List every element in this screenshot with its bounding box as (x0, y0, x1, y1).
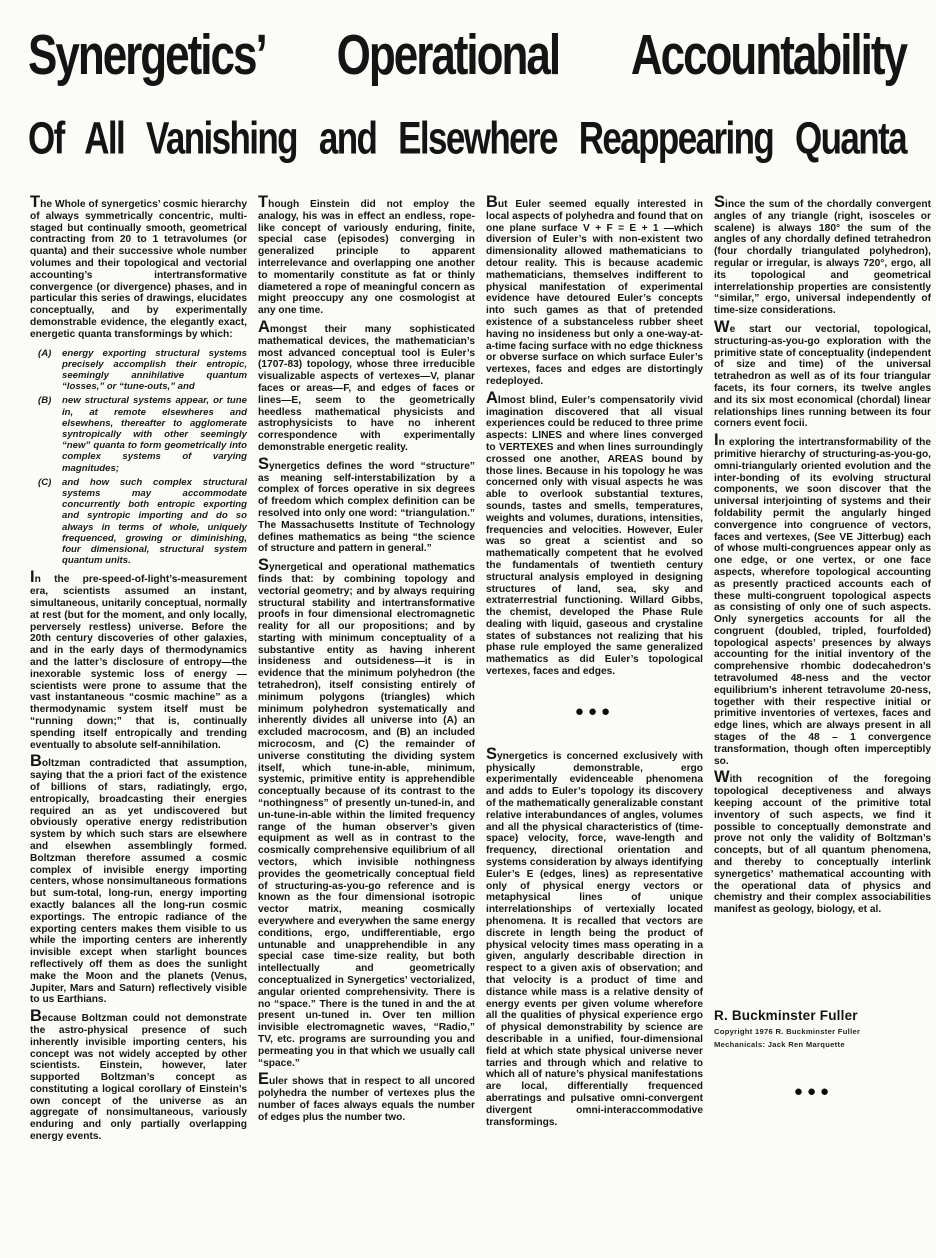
paragraph: Synergetical and operational mathematics finds that: by combining topology and vectorial geometry; and by always requiring structural stability and intertransformative proofs in four dimensional electromagnetic reality for all our propositions; and by starting with minimum conceptuality of a substantive entity as having inherent insideness and outsideness—it is in evidence that the minimum polyhedron (the tetrahedron), itself consisting entirely of minimum polygons (triangles) which minimum polyhedron systematically and inherently divides all universe into (A) an excluded macrocosm, and (B) an included microcosm, and (C) the remainder of universe constituting the dividing system itself, which tune-in-able, minimum, systemic, primitive entity is apprehendible conceptually because of its contrast to the “nothingness” of presently un-tuned-in, and un-tune-in-able within the limited frequency range of the human observer’s given equipment as well as in contrast to the cosmically comprehensive equilibrium of all vectors, which invisible nothingness provides the geometrically conceptual field of structuring-as-you-go reference and is known as the four dimensional isotropic vector matrix, meaning cosmically everywhere and everywhen the same energy conditions, ergo, undifferentiable, ergo untunable and unapprehendible in any special case time-size reality, but both intellectually and geometrically conceptualized in Synergetics’ vectorialized, angular oriented comprehensivity. There is no “space.” There is the tuned in and the at present un-tuned in. Over ten million invisible electromagnetic waves, “Radio,” TV, etc. programs are surrounding you and permeating you in that which we usually call “space.” (258, 556, 475, 1069)
initial-cap: S (714, 193, 726, 211)
initial-cap: A (486, 388, 498, 407)
paragraph: Amongst their many sophisticated mathematical devices, the mathematician’s most advanced conceptual tool is Euler’s (1707-83) topology, whose three irreducible visualizable aspects of vertexes—V, planar faces or areas—F, and edges of faces or lines—E, seem to the geometrically heedless mathematical physicists and astrophysicists to have no inherent correspondence with experimentally demonstrable energetic reality. (258, 317, 475, 453)
section-separator-dots: ●●● (793, 1083, 834, 1101)
page-subtitle: Of All Vanishing and Elsewhere Reappearing Quanta (28, 113, 906, 165)
list-item: (B) new structural systems appear, or tune in, at remote elsewheres and elsewhens, thereafter to agglomerate syntropically with other seemingly “new” quanta to form geometrically into complex systems of varying magnitudes; (38, 395, 247, 474)
paragraph: Because Boltzman could not demonstrate the astro-physical presence of such inherently invisible importing centers, his concept was not widely accepted by other scientists. Einstein, however, later supported Boltzman’s concept as constituting a logical corollary of Einstein’s own concept of the universe as an aggregate of nonsimultaneous, variously enduring and only partially overlapping energy events. (30, 1007, 247, 1143)
paragraph: But Euler seemed equally interested in local aspects of polyhedra and found that on one plane surface V + F = E + 1 —which diversion of Euler’s with non-existent two dimensionality allowed mathematicians to detour reality. This is because academic mathematicians, themselves indifferent to physical manifestation of experimental evidence have detoured Euler’s concepts into such games as that of pretended existence of a substanceless rubber sheet having no insideness but only a one-way-at-a-time facing surface with no edge thickness or obverse surface on which surface Euler’s vertexes, faces and edges are distortingly redeployed. (486, 193, 703, 387)
text-column-3 (486, 193, 703, 1150)
text-column-4 (714, 193, 931, 1150)
paragraph: In exploring the intertransformability of the primitive hierarchy of structuring-as-you-go, omni-triangularly oriented evolution and the inter-bonding of its evolving structural components, we soon discover that the universal interjointing of systems and their foldability permit the angularly hinged convergence into congruence of vectors, faces and vertexes, (See VE Jitterbug) each of whose multi-congruences appear only as one edge, or one vertex, or one face aspects, wherefore topological accounting as presently practiced accounts each of these multi-congruent topological aspects as consisting of only one of such aspects. Only synergetics accounts for all the congruent (doubled, tripled, fourfolded) topological aspects’ presences by always accounting for the initial inventory of the comprehensive rhombic dodecahedron’s tetravolumed 48-ness and the vector equilibrium’s inherent tetravolume 20-ness, together with their respective initial or primitive inventories of vertexes, faces and edge lines, which are always present in all stages of the 48 – 1 convergence transformation, though often imperceptibly so. (714, 431, 931, 767)
paragraph: In the pre-speed-of-light’s-measurement era, scientists assumed an instant, simultaneous, unitarily conceptual, normally at rest (but for the moment, and only locally, perversely restless) universe. Before the 20th century discoveries of other galaxies, and in the early days of thermodynamics and the latter’s disclosure of entropy—the inexorable systemic loss of energy — scientists were prone to assume that the vast instantaneous “cosmic machine” as a thermodynamic system itself must be “running down;” that is, continually spending itself entropically and trending eventually to absolute self-annihilation. (30, 568, 247, 751)
paragraph: Euler shows that in respect to all uncored polyhedra the number of vertexes plus the number of faces always equals the number of edges plus the number two. (258, 1070, 475, 1123)
paragraph: Synergetics is concerned exclusively with physically demonstrable, ergo experimentally evidenceable phenomena and adds to Euler’s topology its discovery of the mathematically generalizable constant relative interabundances of angles, volumes and all the physical characteristics of (time-space) velocity, force, wave-length and frequency, directional orientation and systems consideration by always identifying Euler’s E (edges, lines) as representative only of physical energy vectors or metaphysical lines of unique interrelationships of vertexially located phenomena. It is recalled that vectors are discrete in length being the product of physical velocity times mass operating in a given, angularly describable direction in respect to a given axis of observation; and that velocity is a product of time and distance while mass is a relative density of energy events per given volume wherefore all the qualities of physical experience ergo of physical demonstrability by science are describable in a unified, four-dimensional field at which state physical universe never tarries and through which and relative to which all of nature’s physical manifestations are local, differentially frequenced aberratings and pulsative omni-convergent divergent omni-interaccommodative transformings. (486, 744, 703, 1128)
paragraph: Though Einstein did not employ the analogy, his was in effect an endless, rope-like concept of variously enduring, finite, special case (episodes) converging in generalized principle to apparent interrelevance and overlapping one another to momentarily constitute as fat or thinly diametered a rope of meaningful concern as might preoccupy any one cosmologist at any one time. (258, 193, 475, 317)
section-separator-dots: ●●● (574, 702, 615, 720)
author-name: R. Buckminster Fuller (714, 1008, 858, 1024)
text-column-1 (30, 193, 247, 1150)
paragraph: Synergetics defines the word “structure” as meaning self-interstabilization by a complex of forces operative in six degrees of freedom which complex definition can be resolved into only one word: “triangulation.” The Massachusetts Institute of Technology defines mathematics as being “the science of structure and pattern in general.” (258, 454, 475, 555)
initial-cap: S (486, 744, 498, 763)
initial-cap: T (258, 193, 269, 211)
copyright-line: Copyright 1976 R. Buckminster Fuller (714, 1027, 861, 1037)
paragraph: Since the sum of the chordally convergent angles of any triangle (right, isosceles or scalene) is always 180° the sum of the angles of any chordally defined tetrahedron (four chordally triangulated polyhedron), regular or irregular, is always 720°, ergo, all its topological and geometrical interrelationship properties are consistently “similar,” ergo, universal independently of time-size considerations. (714, 193, 931, 317)
list-item-label: (B) (38, 395, 52, 407)
initial-cap: W (714, 317, 730, 336)
initial-cap: B (486, 193, 498, 211)
initial-cap: W (714, 768, 730, 787)
text-column-2 (258, 193, 475, 1150)
lettered-list (38, 348, 247, 567)
initial-cap: B (30, 1007, 42, 1026)
list-item-label: (C) (38, 476, 52, 488)
list-item-label: (A) (38, 347, 52, 359)
text-columns (0, 193, 936, 1150)
mechanicals-line: Mechanicals: Jack Ren Marquette (714, 1040, 845, 1050)
list-item: (A) energy exporting structural systems precisely accomplish their entropic, seemingly annihilative quantum “losses,” or “tune-outs,” and (38, 347, 247, 393)
paragraph: With recognition of the foregoing topological deceptiveness and always keeping account of the primitive total inventory of such aspects, we find it possible to conceptually demonstrate and prove not only the validity of Boltzman’s concepts, but of all quantum phenomena, and thereby to conceptually interlink synergetics’ mathematical accounting with the operational data of physics and chemistry and their complex associabilities manifest as geology, biology, et al. (714, 768, 931, 916)
paragraph: Boltzman contradicted that assumption, saying that the a priori fact of the existence of billions of stars, radiatingly, ergo, entropically, broadcasting their energies required an as yet undiscovered but obviously operative energy redistribution system by which such stars are elsewhere and elsewhen assemblingly formed. Boltzman therefore assumed a cosmic complex of invisible energy importing centers, whose nonsimultaneous formations but sum-total, long-run, energy importing exactly balances all the long-run cosmic exportings. The entropic radiance of the exporting centers makes them visible to us while the importing centers are inherently invisible except when starlight bounces reflectively off them as does the sunlight make the Moon and the planets (Venus, Jupiter, Mars and Saturn) reflectively visible to us Earthians. (30, 752, 247, 1006)
initial-cap: S (258, 556, 270, 575)
initial-cap: I (714, 431, 719, 450)
initial-cap: A (258, 317, 270, 336)
page-title: Synergetics’ Operational Accountability (28, 24, 906, 87)
paragraph: Almost blind, Euler’s compensatorily vivid imagination discovered that all visual experiences could be reduced to three prime aspects: LINES and where lines converged to VERTEXES and when lines surroundingly crossed one another, AREAS bound by those lines. Because in his topology he was concerned only with visual aspects he was able to overlook substantial textures, sounds, tastes and smells, temperatures, weights and volumes, durations, intensities, frequencies and velocities. However, Euler was so great a scientist and so mathematically competent that he evolved the fundamentals of twentieth century structural analysis employed in designing structures of land, sea, sky and extraterrestrial functioning. Willard Gibbs, the chemist, developed the Phase Rule dealing with liquid, gaseous and crystaline states of substances not realizing that his phase rule employed the same generalized mathematics as did Euler’s topological vertexes, faces and edges. (486, 388, 703, 678)
initial-cap: S (258, 454, 270, 473)
masthead (0, 0, 936, 165)
initial-cap: T (30, 193, 41, 211)
list-item: (C) and how such complex structural systems may accommodate concurrently both entropic exporting and syntropic importing and do so always in terms of whole, uniquely frequenced, growing or diminishing, four dimensional, structural system quantum units. (38, 476, 247, 567)
initial-cap: E (258, 1070, 270, 1089)
paragraph: The Whole of synergetics’ cosmic hierarchy of always symmetrically concentric, multi-staged but continually smooth, geometrical contracting from 20 to 1 tetravolumes (or quanta) and their successive whole number volumes and their topological and vectorial accounting’s intertransformative convergence (or divergence) phases, and in particular this series of drawings, elucidates conceptually, and by experimentally demonstrable evidence, the elegantly exact, energetic quanta transformings by which: (30, 193, 247, 340)
initial-cap: I (30, 568, 35, 587)
initial-cap: B (30, 752, 42, 771)
credits-block (714, 1008, 931, 1049)
paragraph: We start our vectorial, topological, structuring-as-you-go exploration with the primitive state of conceptuality (independent of size and time) of the universal tetrahedron as well as of its four triangular facets, its four corners, its twelve angles and its six most economical (chordal) linear relationships lines running between its four corners event focii. (714, 317, 931, 430)
